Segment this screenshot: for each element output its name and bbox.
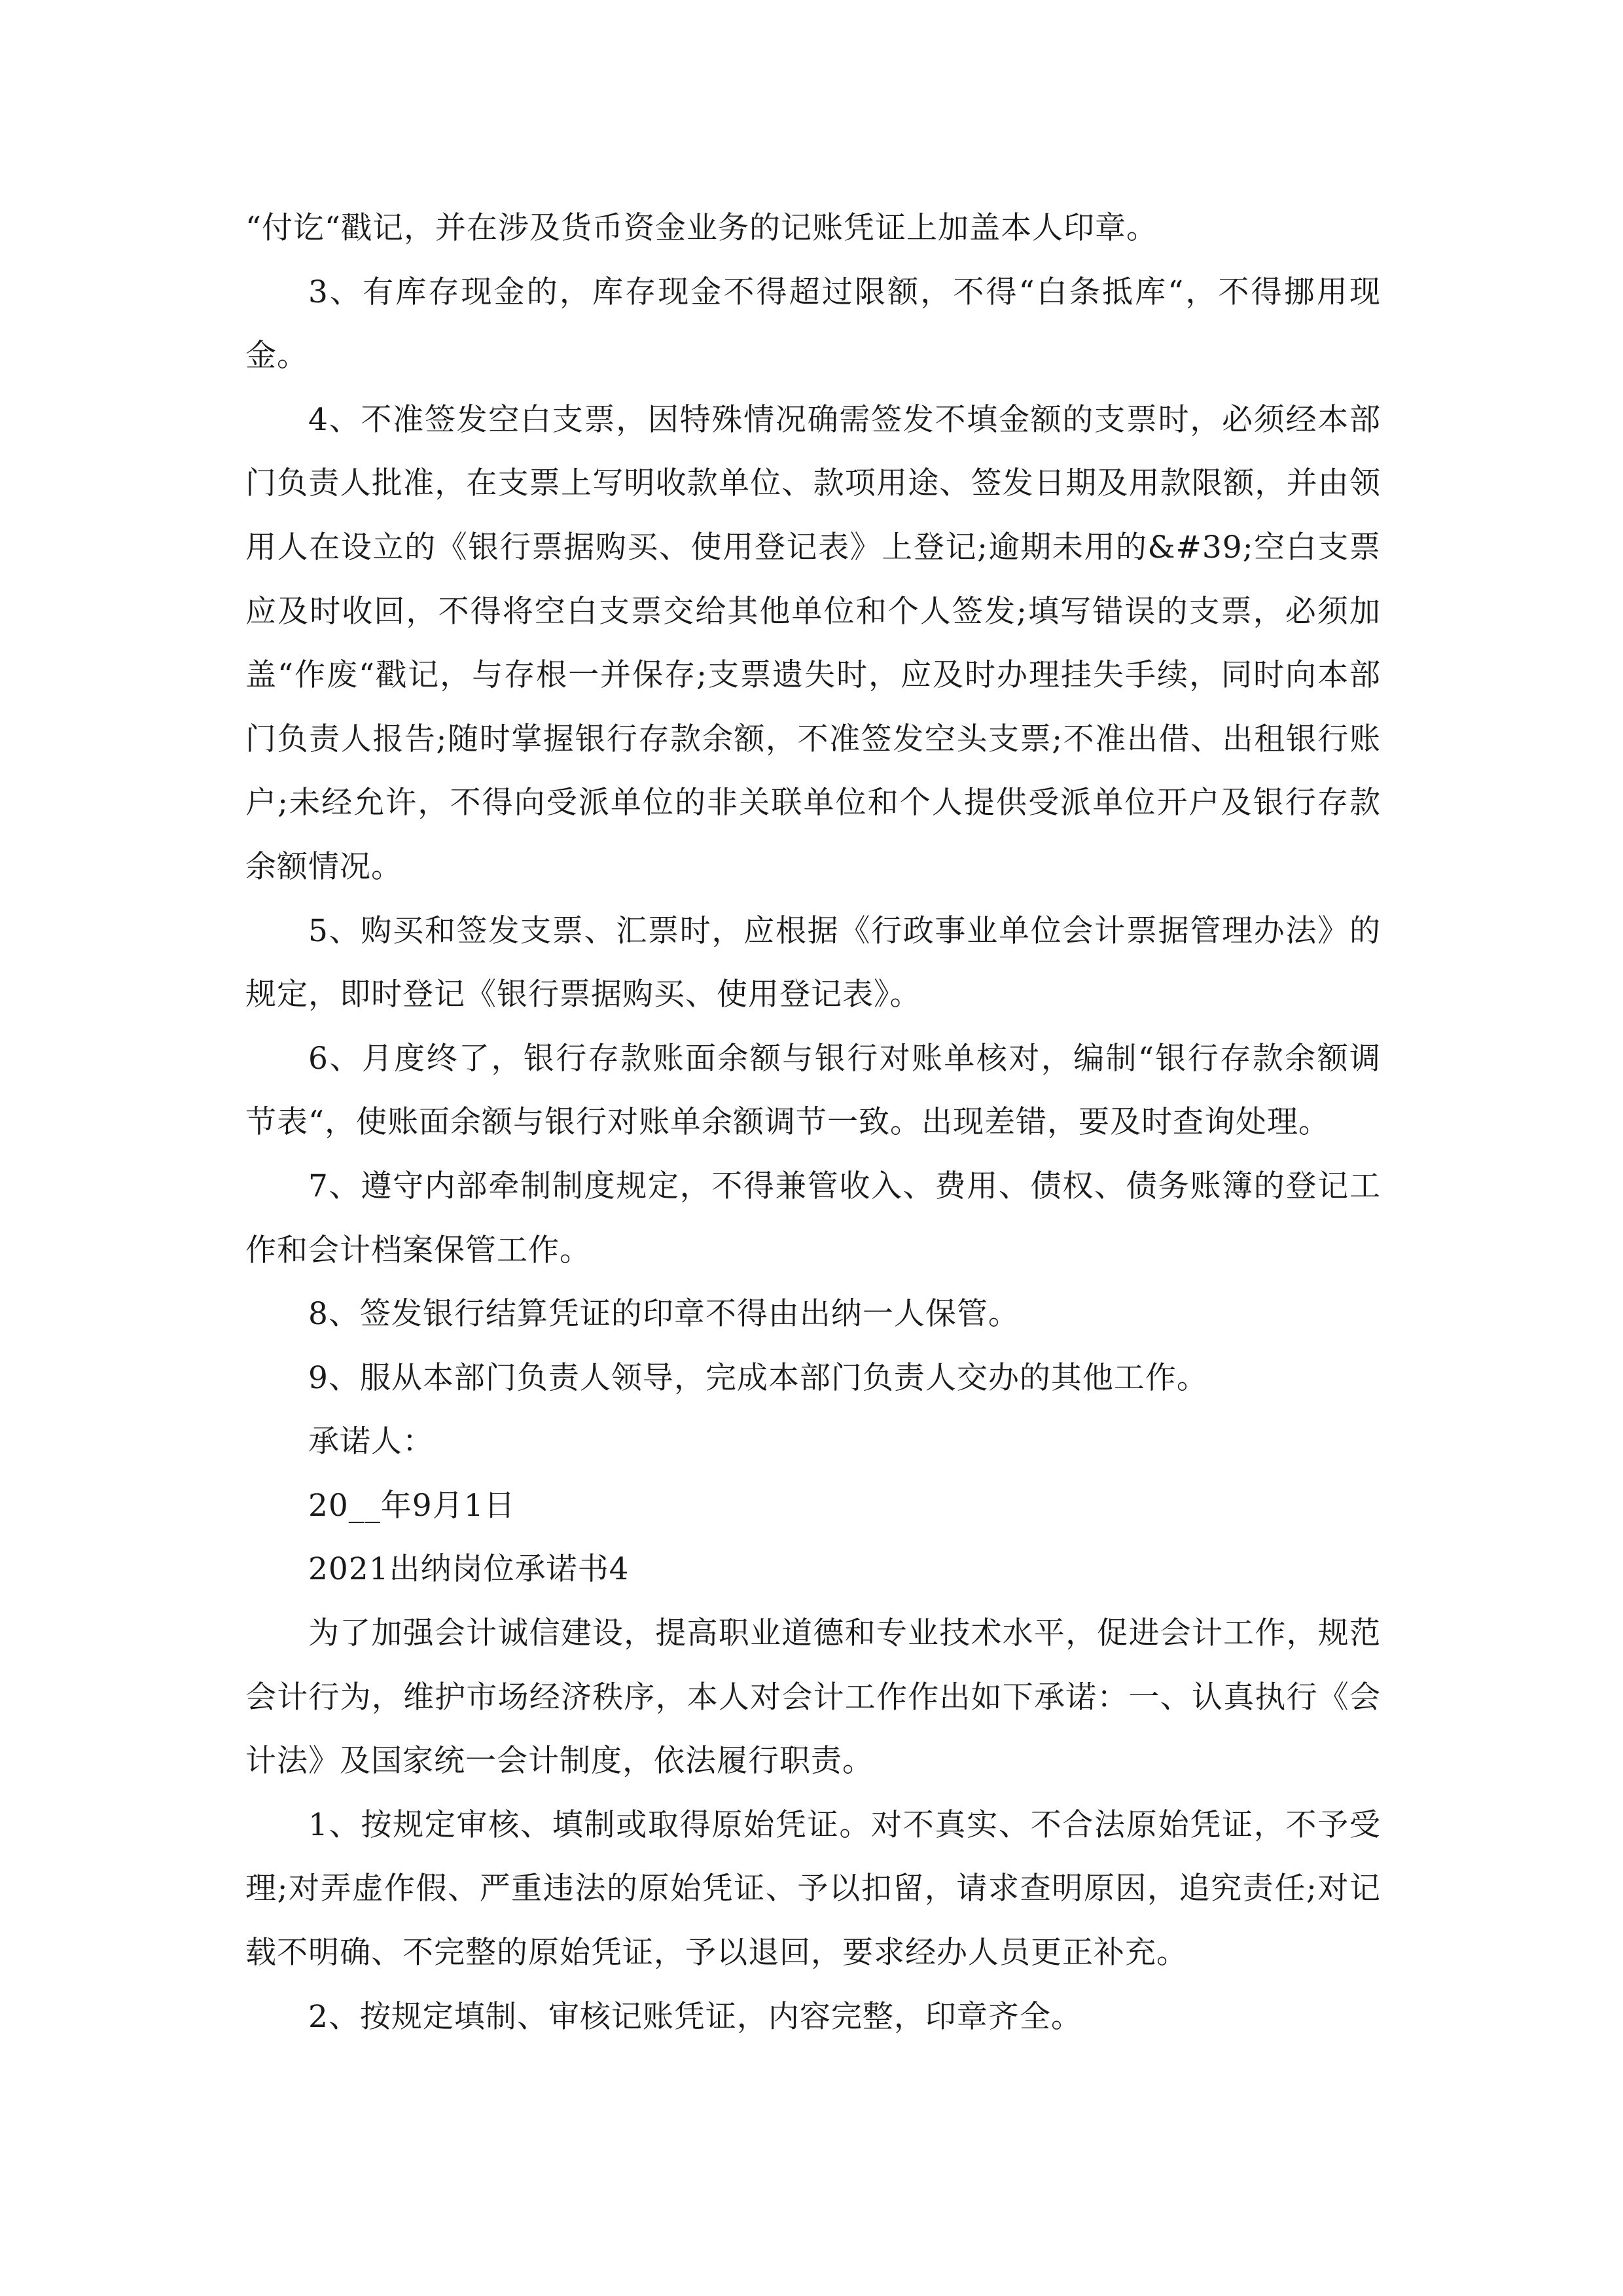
paragraph-item-3-cash-limit: 3、有库存现金的，库存现金不得超过限额，不得“白条抵库“，不得挪用现金。 <box>245 274 1381 374</box>
paragraph-item-4-blank-checks: 4、不准签发空白支票，因特殊情况确需签发不填金额的支票时，必须经本部门负责人批准，在支票上写明收款单位、款项用途、签发日期及用款限额，并由领用人在设立的《银行票据购买、使用登记表》上登记;逾期未用的&#39;空白支票应及时收回，不得将空白支票交给其他单位和个人签发;填写错误的支票，必须加盖“作废“戳记，与存根一并保存;支票遗失时，应及时办理挂失手续，同时向本部门负责人报告;随时掌握银行存款余额，不准签发空头支票;不准出借、出租银行账户;未经允许，不得向受派单位的非关联单位和个人提供受派单位开户及银行存款余额情况。 <box>245 401 1381 885</box>
document-body <box>245 196 1381 2049</box>
section-heading: 2021出纳岗位承诺书4 <box>308 1551 630 1588</box>
paragraph-item-2-accounting-vouchers: 2、按规定填制、审核记账凭证，内容完整，印章齐全。 <box>308 1998 1082 2035</box>
signature-label: 承诺人： <box>308 1424 434 1460</box>
paragraph-item-7-internal-control: 7、遵守内部牵制制度规定，不得兼管收入、费用、债权、债务账簿的登记工作和会计档案保管工作。 <box>245 1168 1381 1268</box>
paragraph-item-1-original-vouchers: 1、按规定审核、填制或取得原始凭证。对不真实、不合法原始凭证，不予受理;对弄虚作假、严重违法的原始凭证、予以扣留，请求查明原因，追究责任;对记载不明确、不完整的原始凭证，予以退回，要求经办人员更正补充。 <box>245 1806 1381 1971</box>
paragraph-intro-commitment: 为了加强会计诚信建设，提高职业道德和专业技术水平，促进会计工作，规范会计行为，维护市场经济秩序，本人对会计工作作出如下承诺：一、认真执行《会计法》及国家统一会计制度，依法履行职责。 <box>245 1615 1381 1780</box>
paragraph-item-8-seal-custody: 8、签发银行结算凭证的印章不得由出纳一人保管。 <box>308 1296 1020 1333</box>
signature-date: 20__年9月1日 <box>308 1487 516 1524</box>
paragraph-stamp-continuation: “付讫“戳记，并在涉及货币资金业务的记账凭证上加盖本人印章。 <box>245 210 1158 246</box>
paragraph-item-5-check-registration: 5、购买和签发支票、汇票时，应根据《行政事业单位会计票据管理办法》的规定，即时登记《银行票据购买、使用登记表》。 <box>245 912 1381 1013</box>
paragraph-item-6-bank-reconciliation: 6、月度终了，银行存款账面余额与银行对账单核对，编制“银行存款余额调节表“，使账面余额与银行对账单余额调节一致。出现差错，要及时查询处理。 <box>245 1040 1381 1141</box>
paragraph-item-9-obey-leadership: 9、服从本部门负责人领导，完成本部门负责人交办的其他工作。 <box>308 1359 1208 1396</box>
